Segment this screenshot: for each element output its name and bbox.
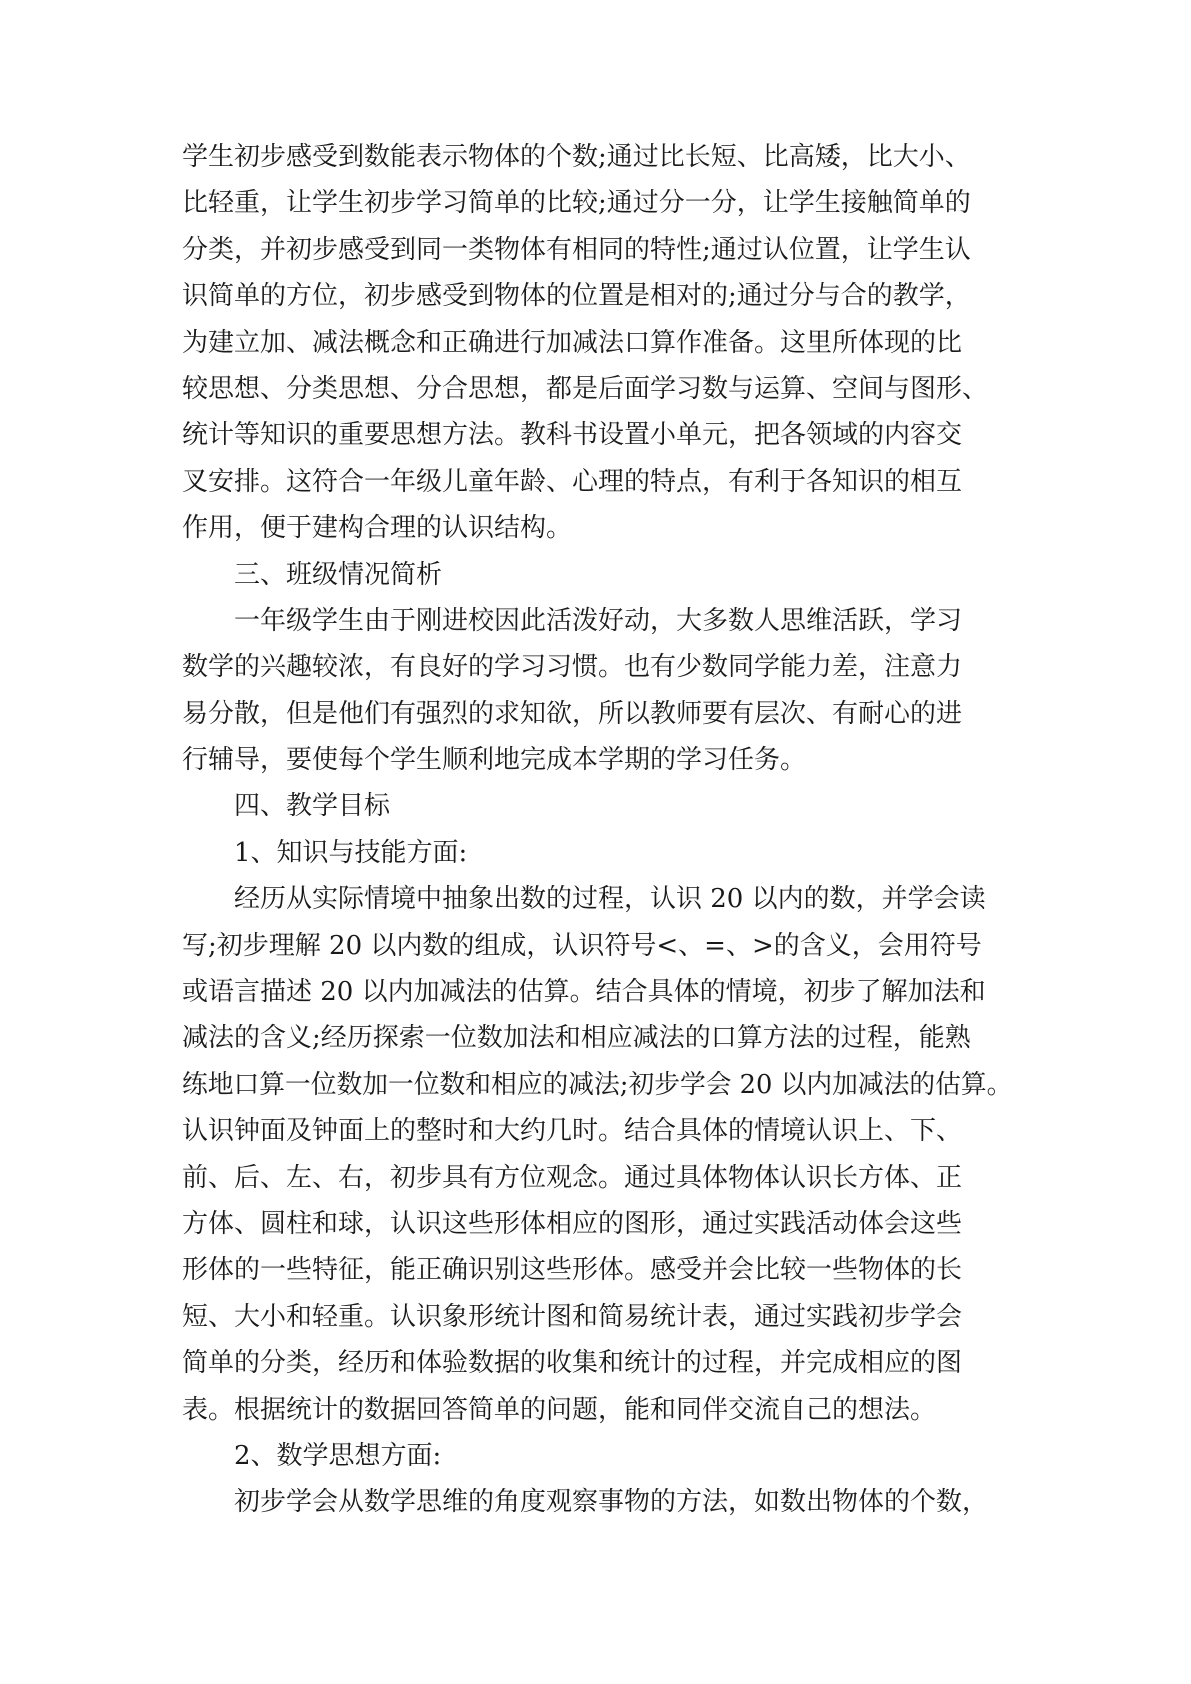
document-body (182, 134, 1012, 1526)
text-line: 叉安排。这符合一年级儿童年龄、心理的特点，有利于各知识的相互 (182, 466, 963, 497)
text-line: 短、大小和轻重。认识象形统计图和简易统计表，通过实践初步学会 (182, 1301, 963, 1332)
text-line: 比轻重，让学生初步学习简单的比较;通过分一分，让学生接触简单的 (182, 188, 971, 219)
text-line: 为建立加、减法概念和正确进行加减法口算作准备。这里所体现的比 (182, 327, 963, 358)
text-line: 形体的一些特征，能正确识别这些形体。感受并会比较一些物体的长 (182, 1255, 963, 1286)
text-line: 经历从实际情境中抽象出数的过程，认识 20 以内的数，并学会读 (234, 884, 986, 915)
text-line: 减法的含义;经历探索一位数加法和相应减法的口算方法的过程，能熟 (182, 1023, 971, 1054)
text-line: 统计等知识的重要思想方法。教科书设置小单元，把各领域的内容交 (182, 420, 963, 451)
text-line: 一年级学生由于刚进校因此活泼好动，大多数人思维活跃，学习 (234, 605, 963, 636)
text-line: 学生初步感受到数能表示物体的个数;通过比长短、比高矮，比大小、 (182, 142, 971, 172)
text-line: 1、知识与技能方面: (234, 837, 468, 868)
text-line: 方体、圆柱和球，认识这些形体相应的图形，通过实践活动体会这些 (182, 1208, 963, 1239)
text-line: 简单的分类，经历和体验数据的收集和统计的过程，并完成相应的图 (182, 1348, 963, 1379)
text-line: 练地口算一位数加一位数和相应的减法;初步学会 20 以内加减法的估算。 (182, 1069, 1013, 1100)
text-line: 初步学会从数学思维的角度观察事物的方法，如数出物体的个数， (234, 1487, 989, 1518)
text-line: 表。根据统计的数据回答简单的问题，能和同伴交流自己的想法。 (182, 1394, 937, 1425)
text-line: 写;初步理解 20 以内数的组成，认识符号<、=、>的含义，会用符号 (182, 930, 982, 961)
text-line: 或语言描述 20 以内加减法的估算。结合具体的情境，初步了解加法和 (182, 977, 986, 1008)
text-line: 作用，便于建构合理的认识结构。 (182, 513, 573, 544)
text-line: 2、数学思想方面: (234, 1440, 442, 1471)
text-line: 易分散，但是他们有强烈的求知欲，所以教师要有层次、有耐心的进 (182, 698, 963, 729)
text-line: 三、班级情况简析 (234, 559, 443, 590)
text-line: 认识钟面及钟面上的整时和大约几时。结合具体的情境认识上、下、 (182, 1116, 963, 1147)
text-line: 分类，并初步感受到同一类物体有相同的特性;通过认位置，让学生认 (182, 234, 971, 265)
text-line: 四、教学目标 (234, 791, 391, 822)
text-line: 行辅导，要使每个学生顺利地完成本学期的学习任务。 (182, 745, 807, 776)
text-line: 较思想、分类思想、分合思想，都是后面学习数与运算、空间与图形、 (182, 373, 989, 404)
text-line: 数学的兴趣较浓，有良好的学习习惯。也有少数同学能力差，注意力 (182, 652, 963, 683)
text-line: 前、后、左、右，初步具有方位观念。通过具体物体认识长方体、正 (182, 1162, 963, 1193)
text-line: 识简单的方位，初步感受到物体的位置是相对的;通过分与合的教学， (182, 281, 971, 312)
